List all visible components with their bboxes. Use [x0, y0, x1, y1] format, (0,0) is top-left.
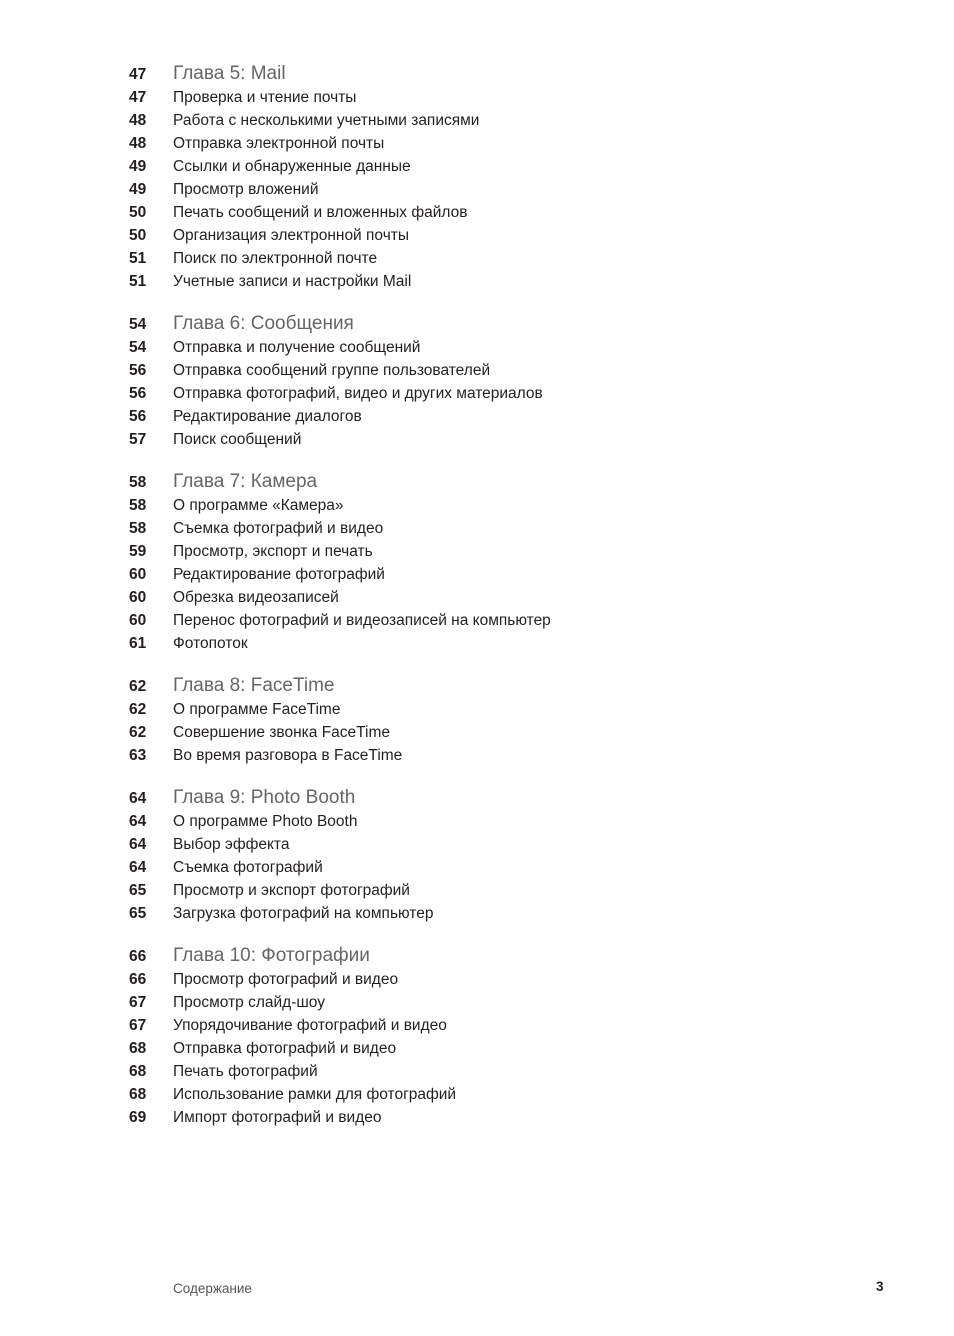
entry-page-number: 49	[129, 158, 147, 175]
chapter-heading[interactable]	[129, 469, 849, 494]
toc-entry[interactable]	[129, 744, 849, 767]
toc-entry[interactable]	[129, 86, 849, 109]
entry-title: Совершение звонка FaceTime	[173, 724, 391, 741]
entry-page-number: 56	[129, 362, 147, 379]
toc-entry[interactable]	[129, 382, 849, 405]
toc-entry[interactable]	[129, 178, 849, 201]
entry-page-number: 50	[129, 204, 147, 221]
chapter-section	[129, 673, 849, 767]
chapter-heading[interactable]	[129, 943, 849, 968]
entry-page-number: 51	[129, 273, 147, 290]
toc-entry[interactable]	[129, 563, 849, 586]
toc-entry[interactable]	[129, 270, 849, 293]
chapter-heading[interactable]	[129, 785, 849, 810]
chapter-section	[129, 61, 849, 293]
entry-title: Съемка фотографий	[173, 859, 323, 876]
toc-entry[interactable]	[129, 109, 849, 132]
entry-page-number: 56	[129, 408, 147, 425]
entry-title: Просмотр и экспорт фотографий	[173, 882, 410, 899]
toc-entry[interactable]	[129, 968, 849, 991]
entry-page-number: 58	[129, 520, 147, 537]
toc-entry[interactable]	[129, 428, 849, 451]
entry-page-number: 67	[129, 1017, 147, 1034]
entry-title: Просмотр слайд-шоу	[173, 994, 326, 1011]
table-of-contents	[129, 61, 849, 1147]
toc-entry[interactable]	[129, 698, 849, 721]
entry-page-number: 59	[129, 543, 147, 560]
entry-page-number: 56	[129, 385, 147, 402]
entry-title: Просмотр вложений	[173, 181, 319, 198]
chapter-title: Глава 5: Mail	[173, 63, 286, 84]
toc-entry[interactable]	[129, 155, 849, 178]
entry-page-number: 68	[129, 1040, 147, 1057]
entry-page-number: 51	[129, 250, 147, 267]
chapter-section	[129, 311, 849, 451]
entry-page-number: 68	[129, 1063, 147, 1080]
toc-entry[interactable]	[129, 1106, 849, 1129]
entry-page-number: 62	[129, 701, 147, 718]
toc-entry[interactable]	[129, 833, 849, 856]
entry-title: Съемка фотографий и видео	[173, 520, 384, 537]
entry-page-number: 65	[129, 905, 147, 922]
entry-page-number: 63	[129, 747, 147, 764]
chapter-page-number: 47	[129, 66, 147, 83]
toc-entry[interactable]	[129, 1014, 849, 1037]
entry-title: Отправка и получение сообщений	[173, 339, 421, 356]
toc-entry[interactable]	[129, 721, 849, 744]
entry-title: О программе «Камера»	[173, 497, 344, 514]
entry-title: О программе Photo Booth	[173, 813, 358, 830]
entry-title: Проверка и чтение почты	[173, 89, 357, 106]
chapter-section	[129, 785, 849, 925]
entry-title: Перенос фотографий и видеозаписей на компьютер	[173, 612, 551, 629]
entry-title: Работа с несколькими учетными записями	[173, 112, 480, 129]
entry-title: Загрузка фотографий на компьютер	[173, 905, 434, 922]
toc-entry[interactable]	[129, 1083, 849, 1106]
entry-title: Ссылки и обнаруженные данные	[173, 158, 411, 175]
entry-title: О программе FaceTime	[173, 701, 341, 718]
entry-page-number: 62	[129, 724, 147, 741]
toc-entry[interactable]	[129, 405, 849, 428]
entry-page-number: 48	[129, 112, 147, 129]
toc-entry[interactable]	[129, 201, 849, 224]
toc-entry[interactable]	[129, 494, 849, 517]
toc-entry[interactable]	[129, 632, 849, 655]
footer-section-label: Содержание	[173, 1281, 252, 1296]
entry-title: Просмотр, экспорт и печать	[173, 543, 373, 560]
toc-entry[interactable]	[129, 902, 849, 925]
entry-page-number: 47	[129, 89, 147, 106]
entry-title: Импорт фотографий и видео	[173, 1109, 382, 1126]
footer-page-number: 3	[876, 1279, 884, 1294]
toc-entry[interactable]	[129, 609, 849, 632]
entry-title: Организация электронной почты	[173, 227, 410, 244]
entry-title: Просмотр фотографий и видео	[173, 971, 399, 988]
entry-page-number: 50	[129, 227, 147, 244]
chapter-title: Глава 9: Photo Booth	[173, 787, 356, 808]
entry-page-number: 68	[129, 1086, 147, 1103]
entry-title: Во время разговора в FaceTime	[173, 747, 403, 764]
entry-page-number: 65	[129, 882, 147, 899]
entry-page-number: 60	[129, 612, 147, 629]
chapter-heading[interactable]	[129, 311, 849, 336]
entry-title: Отправка электронной почты	[173, 135, 385, 152]
entry-page-number: 66	[129, 971, 147, 988]
entry-title: Отправка фотографий и видео	[173, 1040, 397, 1057]
chapter-title: Глава 8: FaceTime	[173, 675, 335, 696]
toc-entry[interactable]	[129, 856, 849, 879]
entry-page-number: 64	[129, 859, 147, 876]
toc-entry[interactable]	[129, 810, 849, 833]
entry-title: Использование рамки для фотографий	[173, 1086, 457, 1103]
toc-entry[interactable]	[129, 359, 849, 382]
toc-entry[interactable]	[129, 586, 849, 609]
toc-entry[interactable]	[129, 224, 849, 247]
entry-page-number: 58	[129, 497, 147, 514]
toc-entry[interactable]	[129, 991, 849, 1014]
entry-page-number: 57	[129, 431, 147, 448]
entry-title: Учетные записи и настройки Mail	[173, 273, 412, 290]
entry-title: Поиск сообщений	[173, 431, 302, 448]
entry-title: Отправка фотографий, видео и других материалов	[173, 385, 543, 402]
chapter-page-number: 66	[129, 948, 147, 965]
chapter-page-number: 62	[129, 678, 147, 695]
toc-entry[interactable]	[129, 132, 849, 155]
chapter-title: Глава 6: Сообщения	[173, 313, 354, 334]
entry-title: Редактирование диалогов	[173, 408, 362, 425]
entry-title: Отправка сообщений группе пользователей	[173, 362, 491, 379]
entry-page-number: 69	[129, 1109, 147, 1126]
entry-page-number: 60	[129, 589, 147, 606]
toc-entry[interactable]	[129, 540, 849, 563]
entry-title: Обрезка видеозаписей	[173, 589, 339, 606]
entry-page-number: 61	[129, 635, 147, 652]
toc-entry[interactable]	[129, 247, 849, 270]
toc-entry[interactable]	[129, 517, 849, 540]
entry-page-number: 49	[129, 181, 147, 198]
entry-title: Печать сообщений и вложенных файлов	[173, 204, 468, 221]
chapter-title: Глава 7: Камера	[173, 471, 318, 492]
entry-page-number: 60	[129, 566, 147, 583]
entry-title: Редактирование фотографий	[173, 566, 385, 583]
entry-page-number: 67	[129, 994, 147, 1011]
toc-entry[interactable]	[129, 1060, 849, 1083]
toc-entry[interactable]	[129, 1037, 849, 1060]
entry-page-number: 64	[129, 813, 147, 830]
entry-title: Печать фотографий	[173, 1063, 318, 1080]
entry-title: Упорядочивание фотографий и видео	[173, 1017, 447, 1034]
chapter-title: Глава 10: Фотографии	[173, 945, 370, 966]
entry-title: Фотопоток	[173, 635, 248, 652]
entry-page-number: 64	[129, 836, 147, 853]
toc-entry[interactable]	[129, 336, 849, 359]
entry-title: Выбор эффекта	[173, 836, 290, 853]
toc-entry[interactable]	[129, 879, 849, 902]
entry-page-number: 48	[129, 135, 147, 152]
entry-title: Поиск по электронной почте	[173, 250, 378, 267]
chapter-heading[interactable]	[129, 61, 849, 86]
chapter-page-number: 64	[129, 790, 147, 807]
chapter-page-number: 58	[129, 474, 147, 491]
chapter-heading[interactable]	[129, 673, 849, 698]
chapter-page-number: 54	[129, 316, 147, 333]
chapter-section	[129, 943, 849, 1129]
entry-page-number: 54	[129, 339, 147, 356]
chapter-section	[129, 469, 849, 655]
